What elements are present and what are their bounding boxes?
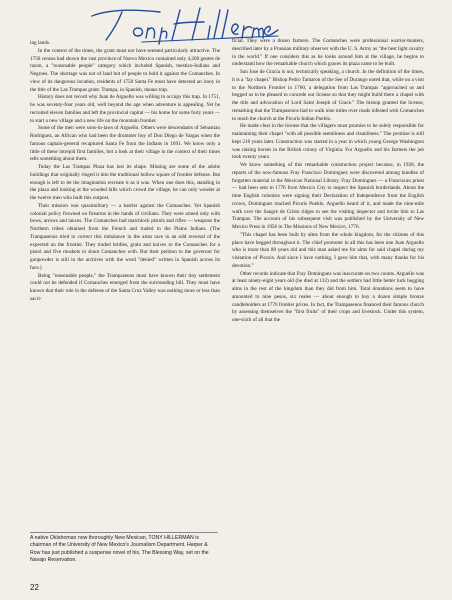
article-paragraph: Some of the men were sons-in-laws of Arguello. Others were descendants of Sebastian Rodriguez, an African who had been the drummer boy of Don Diego de Vargas when the famous captain-general recaptured Santa Fe from the Indians in 1691. We know only a little of these intrepid first families, but a look at their village in the context of their times tells something about them. bbox=[30, 125, 220, 163]
article-paragraph: In the context of the times, the grant must not have seemed particularly attractive. The 1750 census had shown the vast province of Nuevo Mexico contained only 4,200 gentes de razon, a "reasonable people" category which included Spanish, mestizo-Indians and Negroes. The shortage was not of land but of people to hold it against the Comanches. In view of its dangerous location, residents of 1750 Santa Fe must have detected an irony in the title of the Las Trampas grant. Trampa, in Spanish, means trap. bbox=[30, 47, 220, 93]
article-paragraph: ing lands. bbox=[30, 40, 51, 46]
article-paragraph: History does not record why Juan de Arguello was willing to occupy this trap. In 1751, he was seventy-four years old, well beyond the age when adventure is appealing. Yet he recruited eleven families and left the provincial capital — his home for some forty years — to start a new village and a new life on the mountain frontier. bbox=[30, 94, 220, 124]
left-column bbox=[30, 40, 220, 304]
article-paragraph: Their mission was quasimilitary — a barrier against the Comanches. Yet Spanish colonial policy frowned on firearms in the hands of civilians. They were armed only with bows, arrows and lances. The Comanches had matchlock pistols and rifles — weapons the Northern tribes obtained from the French and traded to the Plains Indians. (The Trampasenos tried to correct this imbalance in the arms race in an odd reversal of the expected on the frontier. They traded bridles, grain and knives to the Comanches for a pistol and five muskets to shoot Comanches with. But their petition to the governor for gunpowder is still in the archives with the word "denied" written in Spanish across its face.) bbox=[30, 202, 220, 271]
author-bio: A native Oklahoman now thoroughly New Mexican, TONY HILLERMAN is chairman of the University of New Mexico's Journalism Department. Harper & Row has just published a suspense novel of his, The Blessing Way, set on the Navajo Reservation. bbox=[30, 532, 218, 565]
article-paragraph: Other records indicate that Fray Dominguez was inaccurate on two counts. Arguello was at least ninety-eight years old (he died at 112) and the settlers had little better luck begging alms in the rest of the kingdom than they did from him. Total donations seem to have amounted to nine pesos, six reales — about enough to buy a dozen simple bronze candleholders at 1776 frontier prices. In fact, the Trampasenos financed their famous church by assessing themselves the "first fruits" of their crops and livestock. Under this system, one-sixth of all that the bbox=[232, 270, 424, 323]
article-paragraph: Today the Las Trampas Plaza has lost its shape. Missing are some of the adobe buildings that originally ringed it into the traditional hollow square of frontier defense. But enough is left to let the imagination recreate it as it was. When one does this, standing in the plaza and looking at the wooded hills which crowd the village, he can only wonder at the twelve men who built this outpost. bbox=[30, 164, 220, 201]
article-paragraph: We know something of this remarkable construction project because, in 1928, the reports of the now-famous Fray Francisco Dominguez were discovered among bundles of forgotten material in the Mexican National Library. Fray Dominguez — a Franciscan priest — had been sent in 1776 from Mexico City to inspect the Spanish borderlands. About the time English colonists were signing their Declaration of Independence from the English crown, Dominguez reached Picuris Pueblo. Arguello heard of it, and made the nine-mile walk over the Sangre de Cristo ridges to see the visiting inspector and invite him to Las Trampas. The account of his subsequent visit was published by the University of New Mexico Press in 1956 in The Missions of New Mexico, 1776. bbox=[232, 162, 424, 230]
article-paragraph: "This chapel has been built by alms from the whole kingdom, for the citizens of this place have begged throughout it. The chief promoter in all this has been one Juan Arguello who is more than 80 years old and this man asked me for alms for said chapel during my visitation of Picuris. And since I have nothing, I gave him that, with many thanks for his devotion." bbox=[232, 231, 424, 269]
article-paragraph: He made clear in the license that the villagers must promise to be solely responsible for maintaining their chapel "with all possible seemliness and cleanliness." The promise is still kept 210 years later. Construction was started in a year in which young George Washington was raising horses in the British colony of Virginia. For Arguello and his farmers the job took twenty years. bbox=[232, 123, 424, 161]
article-paragraph: ficial. They were a dozen farmers. The Comanches were professional warrior-hunters, described later by a Prussian military observer with the U. S. Army as "the best light cavalry in the world." If one considers this as he looks around him at the village, he begins to understand how the remarkable church which graces its plaza came to be built. bbox=[232, 38, 424, 68]
article-paragraph: San Jose de Gracia is not, technically speaking, a church. In the definition of the times, it is a "lay chapel." Bishop Pedro Tamaron of the See of Durango noted that, while on a visit to the Northern Frontier in 1760, a delegation from Las Trampas "approached us and begged us to be pleased to concede our license so that they might build there a chapel with the title and advocation of Lord Saint Joseph of Grace." The bishop granted the license, remarking that the Trampasenos had to walk nine miles over roads infested with Comanches to reach the church at the Picuris Indian Pueblo. bbox=[232, 69, 424, 122]
page-number: 22 bbox=[30, 583, 39, 592]
article-paragraph: Being "reasonable people," the Trampasenos must have known their tiny settlement could not be defended if Comanches emerged from the surrounding hill. They must have known that their role in the defense of the Santa Cruz Valley was nothing more or less than sacri- bbox=[30, 272, 220, 302]
right-column bbox=[232, 38, 424, 325]
